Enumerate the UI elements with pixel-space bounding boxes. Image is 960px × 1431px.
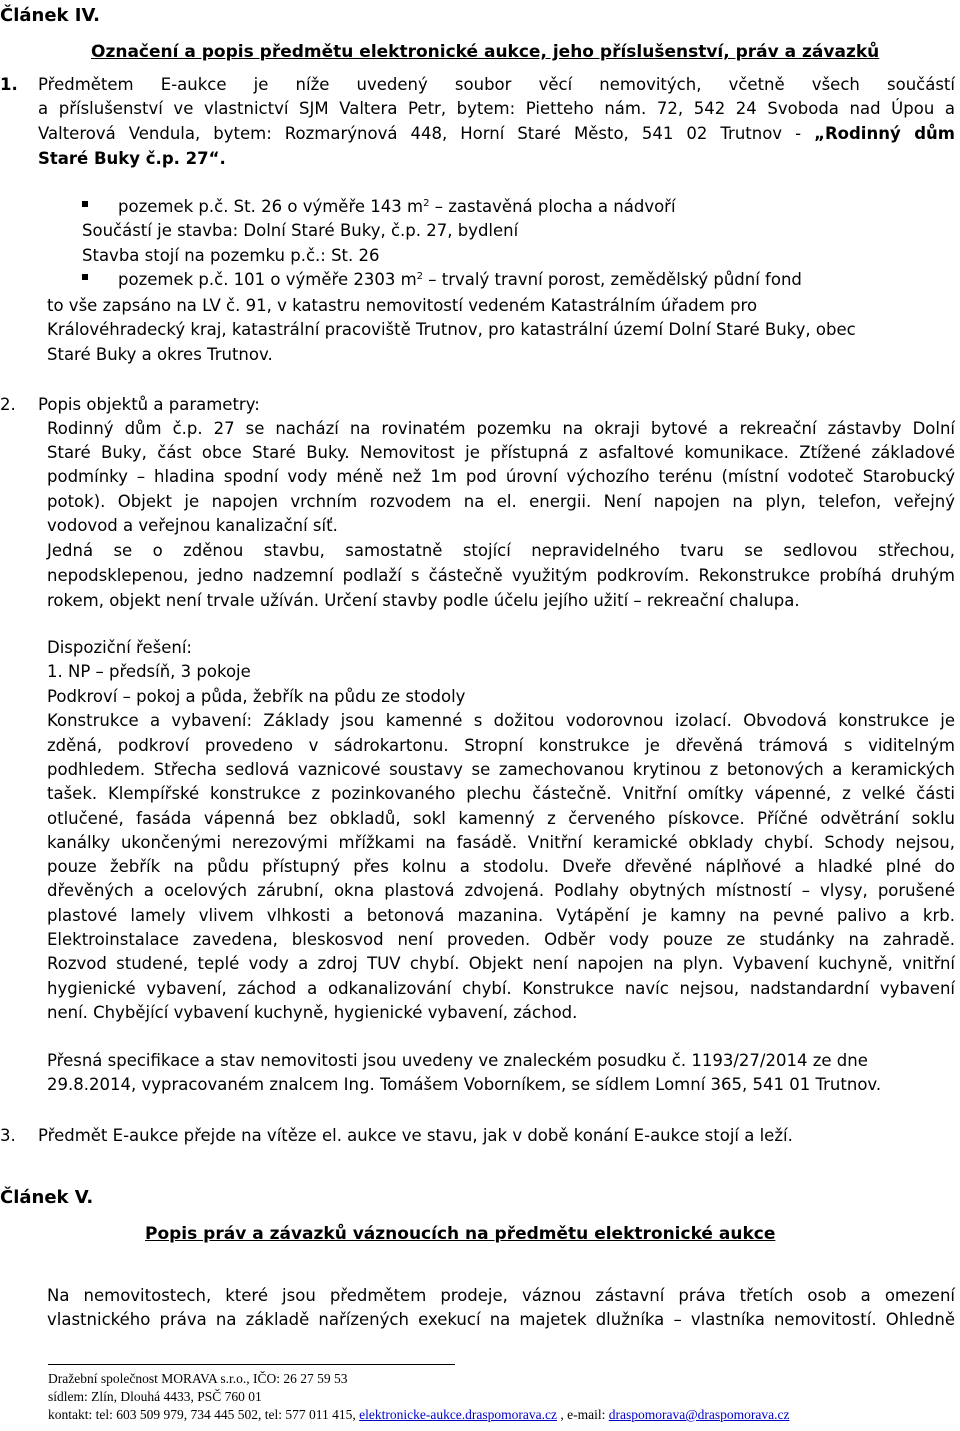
article-5-line-2: vlastnického práva na základě nařízených exekucí na majetek dlužníka – vlastníka nemovitostí. Ohledně bbox=[47, 1310, 955, 1329]
construction-line-6: kanálky ukončenými nerezovými mřížkami na fasádě. Vnitřní keramické obklady chybí. Schody nejsou, bbox=[47, 833, 955, 852]
footer-company: Dražební společnost MORAVA s.r.o., IČO: 26 27 59 53 bbox=[48, 1371, 348, 1386]
article-4-title: Označení a popis předmětu elektronické aukce, jeho příslušenství, práv a závazků bbox=[91, 42, 880, 62]
parcel-1-text: pozemek p.č. St. 26 o výměře 143 m bbox=[118, 197, 424, 216]
item-2-line-6: Jedná se o zděnou stavbu, samostatně stojící nepravidelného tvaru se sedlovou střechou, bbox=[47, 541, 955, 560]
parcel-1-use: – zastavěná plocha a nádvoří bbox=[429, 197, 676, 216]
article-4-heading: Článek IV. bbox=[0, 5, 100, 26]
construction-line-13: není. Chybějící vybavení kuchyně, hygienické vybavení, záchod. bbox=[47, 1003, 578, 1022]
item-2-title: Popis objektů a parametry: bbox=[38, 395, 260, 414]
construction-line-2: zděná, podkroví provedeno v sádrokartonu. Stropní konstrukce je dřevěná trámová s viditelným bbox=[47, 736, 955, 755]
item-3-number: 3. bbox=[0, 1126, 16, 1145]
item-1-line-3-bold: „Rodinný dům bbox=[814, 124, 955, 143]
construction-line-9: plastové lamely vlivem vlhkosti a betonová mazanina. Vytápění je kamny na pevné palivo a krb. bbox=[47, 906, 955, 925]
spec-line-1: Přesná specifikace a stav nemovitosti jsou uvedeny ve znaleckém posudku č. 1193/27/2014 ze dne bbox=[47, 1051, 868, 1070]
footer-email-link[interactable]: draspomorava@draspomorava.cz bbox=[608, 1407, 790, 1422]
article-5-heading: Článek V. bbox=[0, 1187, 94, 1208]
layout-ground-floor: 1. NP – předsíň, 3 pokoje bbox=[47, 662, 251, 681]
item-2-line-7: nepodsklepenou, jedno nadzemní podlaží s částečně využitým podkrovím. Rekonstrukce probíhá druhým bbox=[47, 566, 955, 585]
parcel-1 bbox=[118, 195, 676, 219]
item-2-line-2: Staré Buky, část obce Staré Buky. Nemovitost je přístupná z asfaltové komunikace. Ztížené základové bbox=[47, 443, 955, 462]
spec-line-2: 29.8.2014, vypracovaném znalcem Ing. Tomášem Voborníkem, se sídlem Lomní 365, 541 01 Trutnov. bbox=[47, 1075, 882, 1094]
parcel-2 bbox=[118, 268, 802, 292]
construction-line-1: Konstrukce a vybavení: Základy jsou kamenné s dožitou vodorovnou izolací. Obvodová konstrukce je bbox=[47, 711, 955, 730]
layout-heading: Dispoziční řešení: bbox=[47, 638, 192, 657]
item-1-line-3 bbox=[38, 122, 955, 146]
footer-email-label: , e-mail: bbox=[557, 1407, 609, 1422]
bullet-icon bbox=[82, 201, 88, 207]
bullet-icon bbox=[82, 274, 88, 280]
item-2-number: 2. bbox=[0, 395, 16, 414]
parcel-1-sup: 2 bbox=[423, 198, 430, 209]
footer-phones: kontakt: tel: 603 509 979, 734 445 502, tel: 577 011 415, bbox=[48, 1407, 360, 1422]
item-1-line-3-text: Valterová Vendula, bytem: Rozmarýnová 448, Horní Staré Město, 541 02 Trutnov - bbox=[38, 124, 815, 143]
registry-line-1: to vše zapsáno na LV č. 91, v katastru nemovitostí vedeném Katastrálním úřadem pro bbox=[47, 296, 758, 315]
item-1-number: 1. bbox=[0, 75, 18, 94]
registry-line-3: Staré Buky a okres Trutnov. bbox=[47, 345, 273, 364]
item-1-line-1: Předmětem E-aukce je níže uvedený soubor věcí nemovitých, včetně všech součástí bbox=[38, 75, 955, 94]
parcel-2-sup: 2 bbox=[416, 271, 424, 282]
footer-contact bbox=[48, 1406, 789, 1423]
item-3-text: Předmět E-aukce přejde na vítěze el. aukce ve stavu, jak v době konání E-aukce stojí a leží. bbox=[38, 1126, 793, 1145]
item-2-line-3: podmínky – hladina spodní vody méně než 1m pod úrovní výchozího terénu (místní vodoteč Starobucký bbox=[47, 467, 955, 486]
construction-line-8: dřevěných a ocelových zárubní, okna plastová zdvojená. Podlahy obytných místností – vlysy, porušené bbox=[47, 881, 955, 900]
footer-divider bbox=[48, 1364, 455, 1365]
construction-line-4: tašek. Klempířské konstrukce z pozinkovaného plechu částečně. Vnitřní omítky vápenné, z velké části bbox=[47, 784, 955, 803]
parcel-2-use: – trvalý travní porost, zemědělský půdní fond bbox=[423, 270, 802, 289]
footer-web-link[interactable]: elektronicke-aukce.draspomorava.cz bbox=[359, 1407, 558, 1422]
building-part-of: Součástí je stavba: Dolní Staré Buky, č.p. 27, bydlení bbox=[82, 221, 519, 240]
parcel-2-text: pozemek p.č. 101 o výměře 2303 m bbox=[118, 270, 417, 289]
building-stands-on: Stavba stojí na pozemku p.č.: St. 26 bbox=[82, 246, 380, 265]
item-1-line-4: Staré Buky č.p. 27“. bbox=[38, 149, 226, 168]
item-2-line-4: potok). Objekt je napojen vrchním rozvodem na el. energii. Není napojen na plyn, telefon, veřejný bbox=[47, 492, 955, 511]
construction-line-5: otlučené, fasáda vápenná bez obkladů, sokl kamenný z červeného pískovce. Příčné odvětrání soklu bbox=[47, 809, 955, 828]
item-1-line-2: a příslušenství ve vlastnictví SJM Valtera Petr, bytem: Pietteho nám. 72, 542 24 Svoboda nad Úpou a bbox=[38, 99, 955, 118]
construction-line-11: Rozvod studené, teplé vody a zdroj TUV chybí. Objekt není napojen na plyn. Vybavení kuchyně, vnitřní bbox=[47, 954, 955, 973]
item-2-line-5: vodovod a veřejnou kanalizační síť. bbox=[47, 516, 338, 535]
construction-line-3: podhledem. Střecha sedlová vaznicové soustavy se zamechovanou krytinou z betonových a keramických bbox=[47, 760, 955, 779]
construction-line-7: pouze žebřík na půdu přístupný přes kolnu a stodolu. Dveře dřevěné náplňové a hladké plné do bbox=[47, 857, 955, 876]
item-2-line-1: Rodinný dům č.p. 27 se nachází na rovinatém pozemku na okraji bytové a rekreační zástavby Dolní bbox=[47, 419, 955, 438]
construction-line-12: hygienické vybavení, záchod a odkanalizování chybí. Konstrukce navíc nejsou, nadstandardní vybavení bbox=[47, 979, 955, 998]
article-5-title: Popis práv a závazků váznoucích na předmětu elektronické aukce bbox=[145, 1224, 776, 1244]
layout-attic: Podkroví – pokoj a půda, žebřík na půdu ze stodoly bbox=[47, 687, 466, 706]
article-5-line-1: Na nemovitostech, které jsou předmětem prodeje, váznou zástavní práva třetích osob a omezení bbox=[47, 1286, 955, 1305]
footer-address: sídlem: Zlín, Dlouhá 4433, PSČ 760 01 bbox=[48, 1389, 262, 1404]
item-2-line-8: rokem, objekt není trvale užíván. Určení stavby podle účelu jejího užití – rekreační chalupa. bbox=[47, 591, 800, 610]
registry-line-2: Královéhradecký kraj, katastrální pracoviště Trutnov, pro katastrální území Dolní Staré Buky, obec bbox=[47, 320, 856, 339]
construction-line-10: Elektroinstalace zavedena, bleskosvod není proveden. Odběr vody pouze ze studánky na zahradě. bbox=[47, 930, 955, 949]
